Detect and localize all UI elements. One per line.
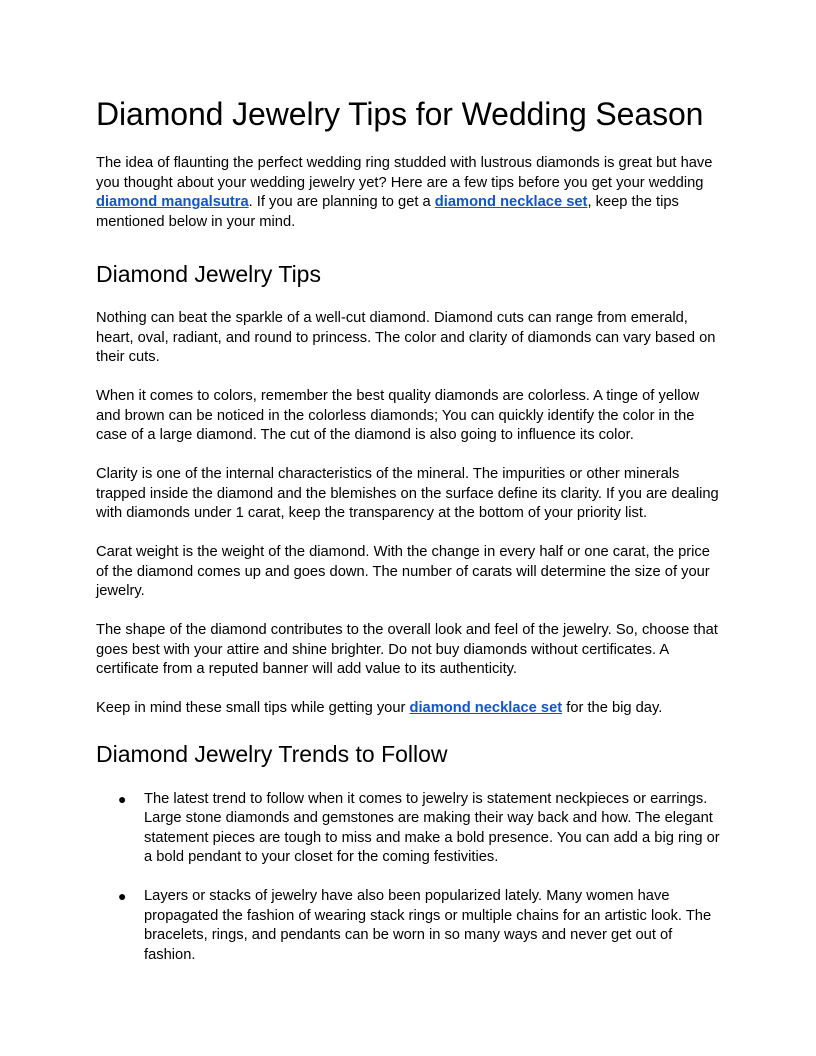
closing-text-2: for the big day. — [562, 700, 663, 716]
tips-paragraph-cuts: Nothing can beat the sparkle of a well-cut diamond. Diamond cuts can range from emerald, heart, oval, radiant, and round to princess. The color and clarity of diamonds can vary based on their cuts. — [96, 310, 716, 365]
document-title: Diamond Jewelry Tips for Wedding Season — [96, 96, 704, 132]
diamond-necklace-set-link-2[interactable]: diamond necklace set — [409, 700, 563, 716]
list-item-text: Layers or stacks of jewelry have also been popularized lately. Many women have propagated the fashion of wearing stack rings or multiple chains for an artistic look. The bracelets, rings, and pendants can be worn in so many ways and never get out of fashion. — [144, 888, 712, 963]
section-heading-tips: Diamond Jewelry Tips — [96, 261, 321, 287]
bullet-icon: ● — [118, 790, 127, 807]
diamond-necklace-set-link[interactable]: diamond necklace set — [434, 194, 588, 210]
list-item-text: The latest trend to follow when it comes to jewelry is statement neckpieces or earrings. Large stone diamonds and gemstones are making their way back and how. The elegant statement pieces are tough to miss and make a bold presence. You can add a big ring or a bold pendant to your closet for the coming festivities. — [144, 790, 720, 865]
intro-text-2: . If you are planning to get a — [248, 194, 435, 210]
section-heading-trends: Diamond Jewelry Trends to Follow — [96, 740, 448, 767]
intro-text-1: The idea of flaunting the perfect wedding ring studded with lustrous diamonds is great but have you thought about your wedding jewelry yet? Here are a few tips before you get your wedding — [96, 155, 713, 191]
tips-closing-paragraph — [96, 699, 720, 719]
list-item — [96, 887, 720, 965]
tips-paragraph-shape: The shape of the diamond contributes to the overall look and feel of the jewelry. So, choose that goes best with your attire and shine brighter. Do not buy diamonds without certificates. A certificate from a reputed banner will add value to its authenticity. — [96, 622, 718, 677]
list-item — [96, 790, 720, 868]
tips-paragraph-clarity: Clarity is one of the internal characteristics of the mineral. The impurities or other minerals trapped inside the diamond and the blemishes on the surface define its clarity. If you are dealing with diamonds under 1 carat, keep the transparency at the bottom of your priority list. — [96, 466, 719, 521]
closing-text-1: Keep in mind these small tips while getting your — [96, 700, 410, 716]
tips-paragraph-colors: When it comes to colors, remember the best quality diamonds are colorless. A tinge of yellow and brown can be noticed in the colorless diamonds; You can quickly identify the color in the case of a large diamond. The cut of the diamond is also going to influence its color. — [96, 388, 700, 443]
tips-paragraph-carat: Carat weight is the weight of the diamond. With the change in every half or one carat, the price of the diamond comes up and goes down. The number of carats will determine the size of your jewelry. — [96, 544, 710, 599]
bullet-icon: ● — [118, 888, 127, 904]
diamond-mangalsutra-link[interactable]: diamond mangalsutra — [96, 194, 249, 210]
document-page — [96, 95, 720, 965]
intro-text-3: , keep the tips mentioned below in your mind. — [96, 194, 679, 230]
trends-bullet-list — [96, 790, 720, 966]
intro-paragraph — [96, 154, 720, 232]
